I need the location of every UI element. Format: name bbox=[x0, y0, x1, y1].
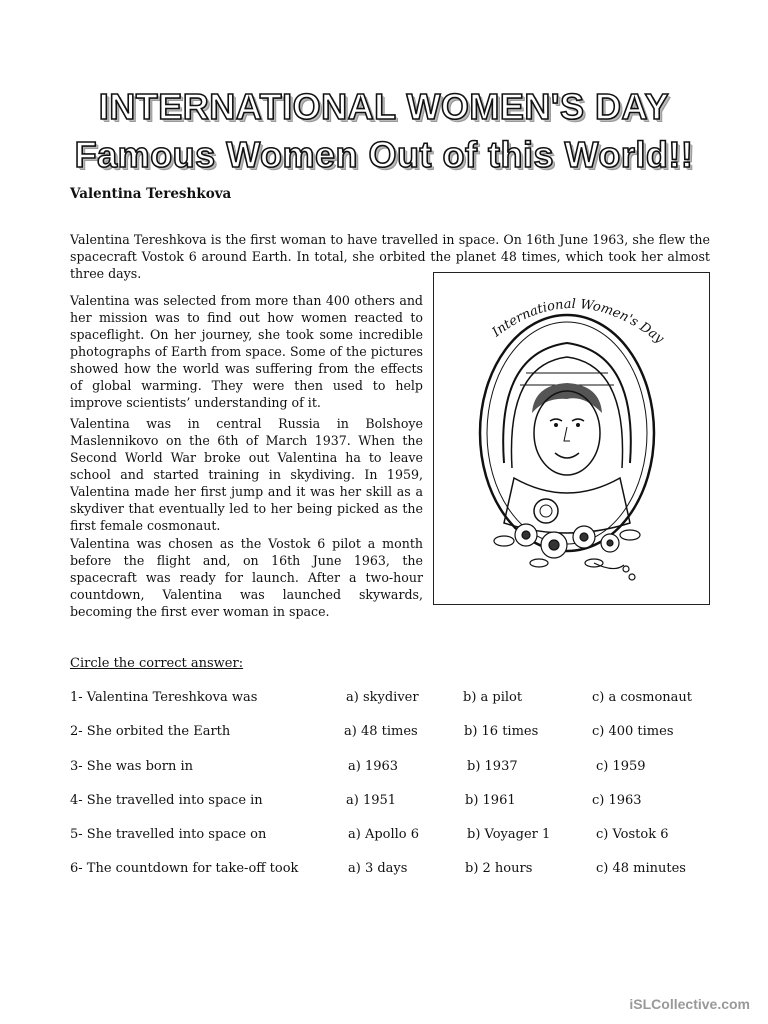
paragraph-selection: Valentina was selected from more than 400 others and her mission was to find out how women reacted to spaceflight. On her journey, she took some incredible photographs of Earth from space. Some of the pictures showed how the world was suffering from the effects of global warming. They were then used to help improve scientists’ understanding of it. bbox=[70, 293, 423, 410]
cosmonaut-illustration bbox=[434, 273, 708, 603]
paragraph-launch: Valentina was chosen as the Vostok 6 pilot a month before the flight and, on 16th June 1963, the spacecraft was ready for launch. After a two-hour countdown, Valentina was launched skywards, becoming the first ever woman in space. bbox=[70, 536, 423, 619]
option-a[interactable]: a) 1951 bbox=[346, 793, 397, 808]
illustration-frame bbox=[433, 272, 710, 605]
question-stem: 5- She travelled into space on bbox=[70, 827, 267, 842]
option-a[interactable]: a) skydiver bbox=[346, 690, 419, 705]
paragraph-biography: Valentina was in central Russia in Bolshoye Maslennikovo on the 6th of March 1937. When the Second World War broke out Valentina ha to leave school and started training in skydiving. In 1959, Valentina made her first jump and it was her skill as a skydiver that eventually led to her being picked as the first female cosmonaut. bbox=[70, 416, 423, 533]
question-stem: 2- She orbited the Earth bbox=[70, 724, 231, 739]
page-subtitle: Famous Women Out of this World!! bbox=[74, 134, 694, 175]
option-c[interactable]: c) Vostok 6 bbox=[596, 827, 669, 842]
option-b[interactable]: b) 1961 bbox=[465, 793, 516, 808]
page-title: INTERNATIONAL WOMEN'S DAY bbox=[98, 86, 670, 127]
question-stem: 6- The countdown for take-off took bbox=[70, 861, 299, 876]
question-stem: 3- She was born in bbox=[70, 759, 193, 774]
option-c[interactable]: c) 1963 bbox=[592, 793, 642, 808]
option-b[interactable]: b) Voyager 1 bbox=[467, 827, 551, 842]
option-b[interactable]: b) 16 times bbox=[464, 724, 539, 739]
quiz-instruction: Circle the correct answer: bbox=[70, 656, 244, 671]
option-c[interactable]: c) 48 minutes bbox=[596, 861, 686, 876]
option-a[interactable]: a) 48 times bbox=[344, 724, 418, 739]
question-stem: 4- She travelled into space in bbox=[70, 793, 263, 808]
option-c[interactable]: c) a cosmonaut bbox=[592, 690, 693, 705]
option-c[interactable]: c) 400 times bbox=[592, 724, 674, 739]
option-a[interactable]: a) 1963 bbox=[348, 759, 399, 774]
section-heading: Valentina Tereshkova bbox=[70, 186, 232, 202]
option-b[interactable]: b) 1937 bbox=[467, 759, 518, 774]
option-b[interactable]: b) 2 hours bbox=[465, 861, 533, 876]
option-b[interactable]: b) a pilot bbox=[463, 690, 523, 705]
option-a[interactable]: a) 3 days bbox=[348, 861, 408, 876]
site-watermark: iSLCollective.com bbox=[629, 996, 750, 1012]
intro-paragraph: Valentina Tereshkova is the first woman to have travelled in space. On 16th June 1963, she flew the spacecraft Vostok 6 around Earth. In total, she orbited the planet 48 times, which took her almost three days. bbox=[70, 232, 710, 281]
illustration-caption: International Women's Day bbox=[489, 296, 667, 347]
svg-text:International Women's Day bbox=[489, 297, 667, 347]
question-stem: 1- Valentina Tereshkova was bbox=[70, 690, 258, 705]
option-c[interactable]: c) 1959 bbox=[596, 759, 646, 774]
option-a[interactable]: a) Apollo 6 bbox=[348, 827, 420, 842]
